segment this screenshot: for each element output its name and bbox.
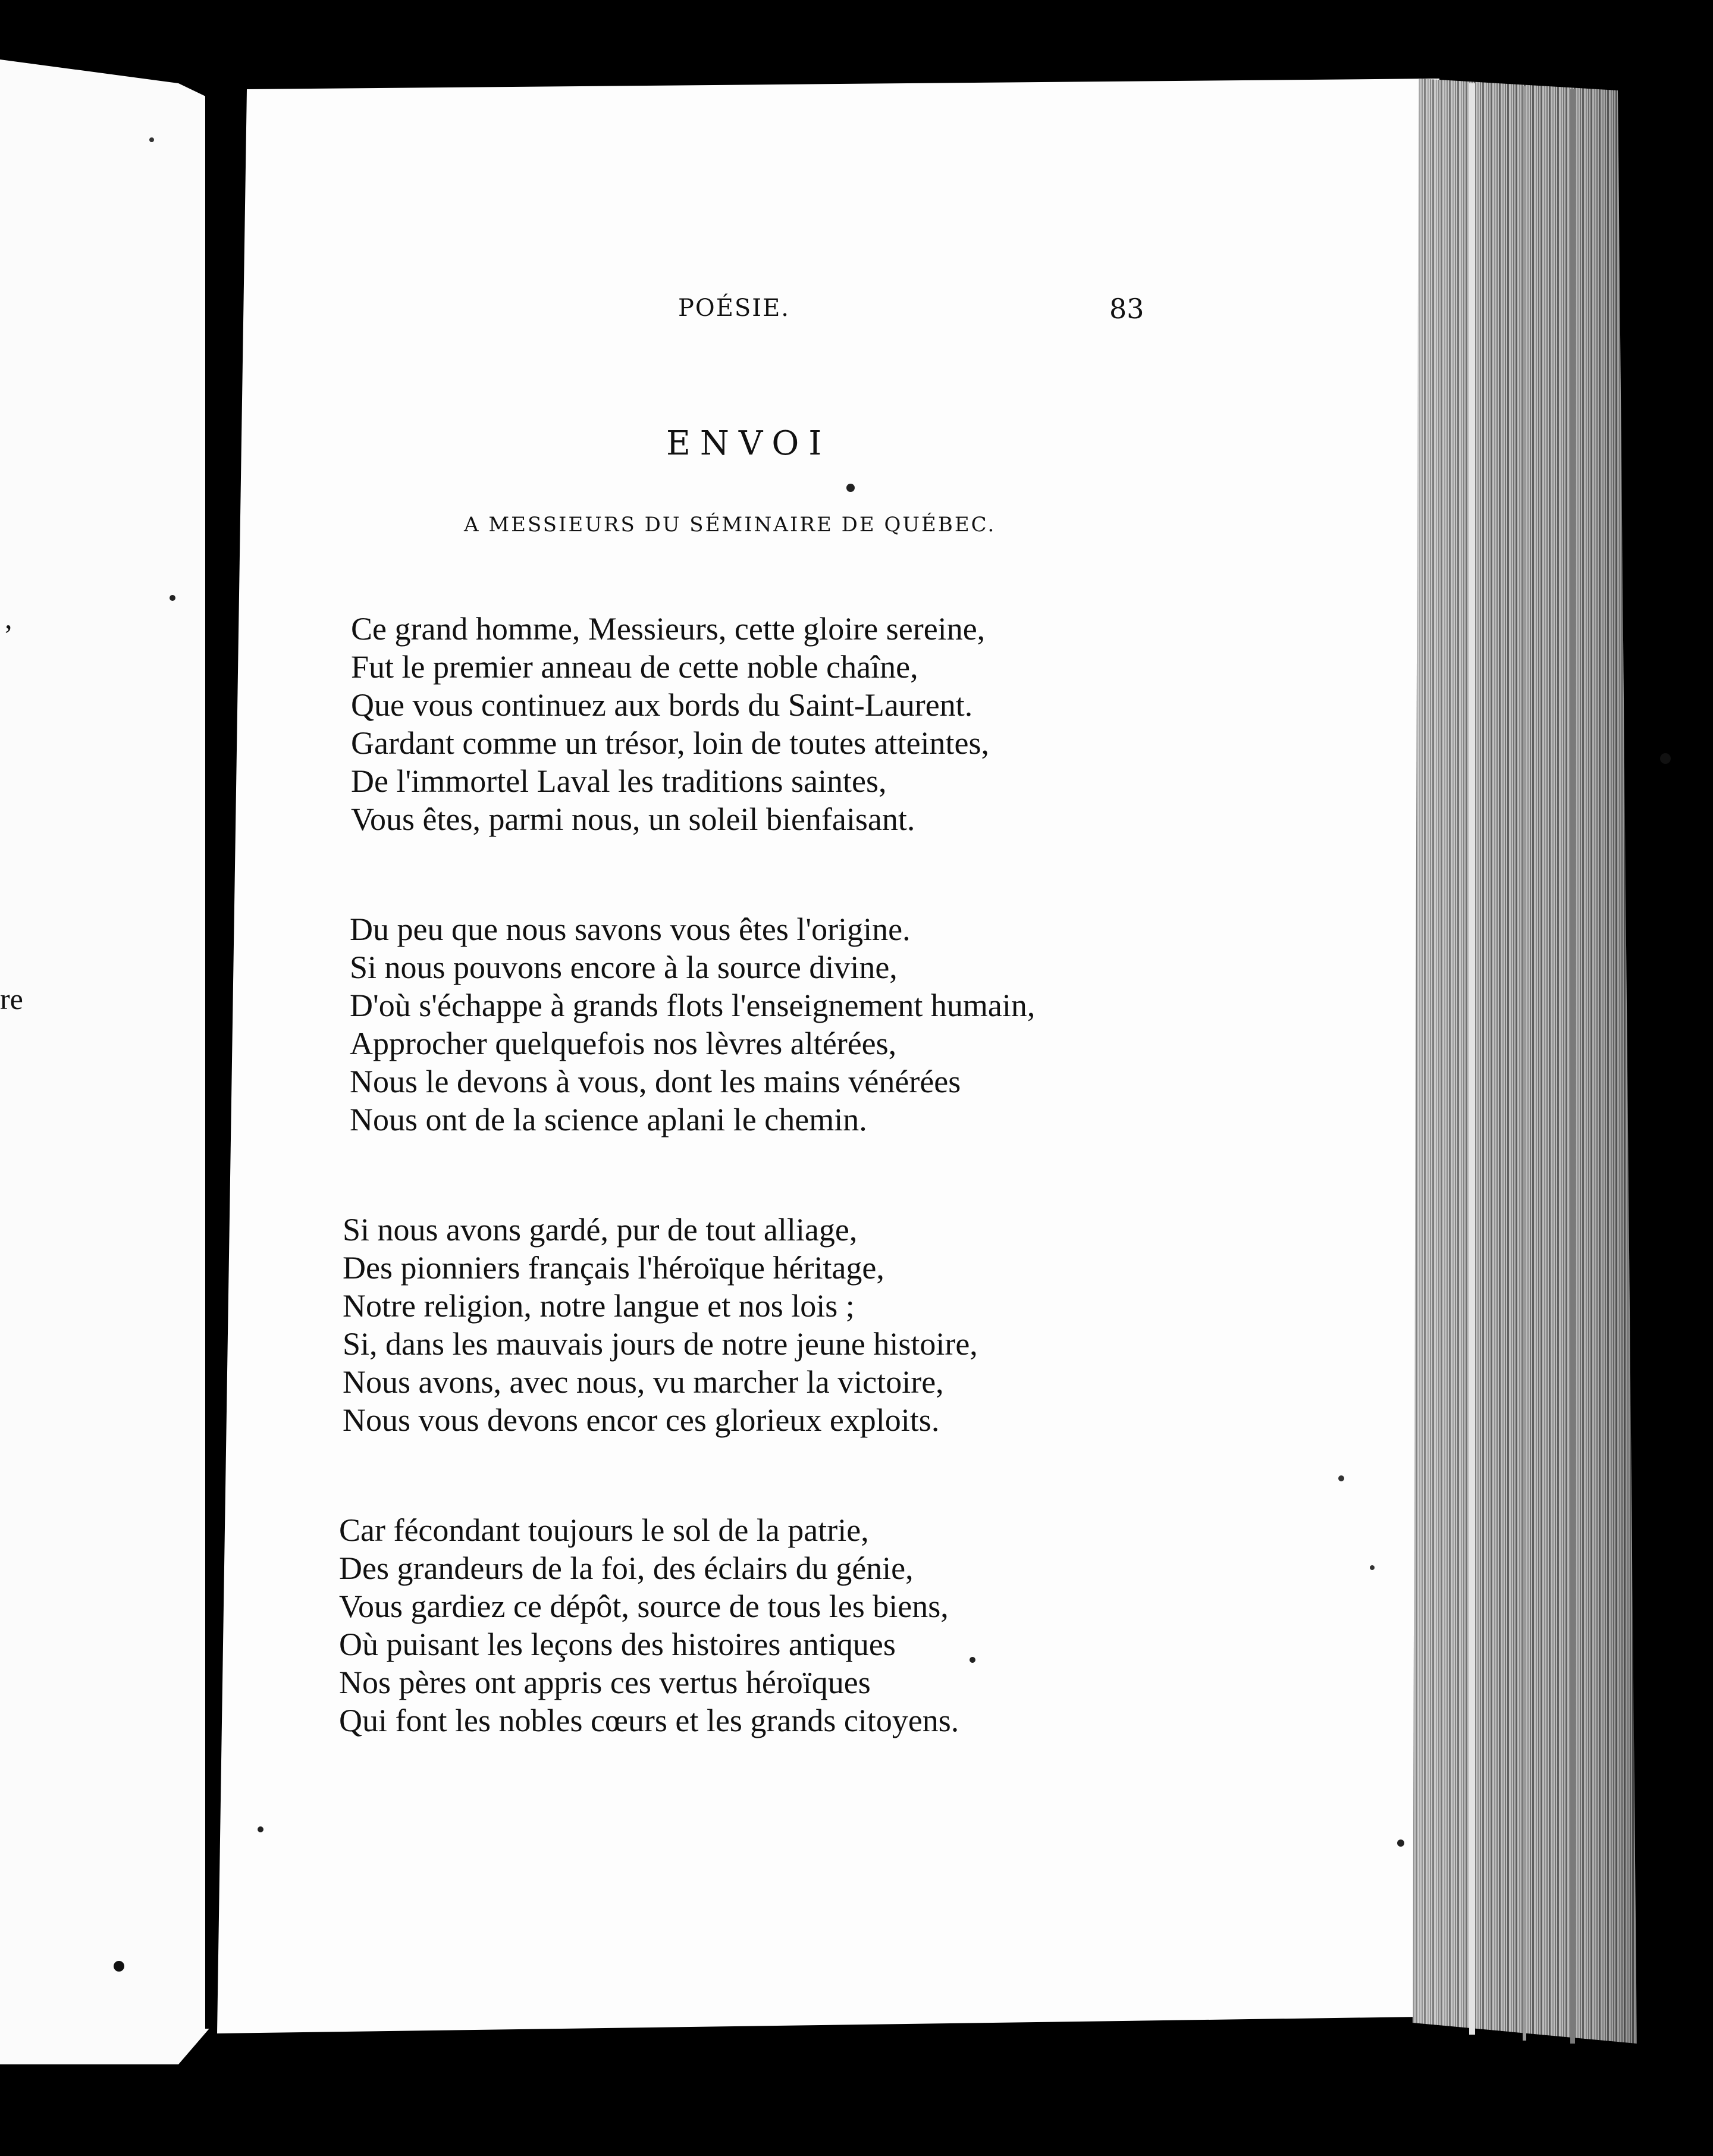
- verse-line: Car fécondant toujours le sol de la patrie,: [339, 1512, 869, 1548]
- verse-line: Nous le devons à vous, dont les mains vénérées: [350, 1064, 961, 1099]
- poem-title: ENVOI: [666, 424, 832, 463]
- stanza-3: [343, 1211, 978, 1439]
- verse-line: Gardant comme un trésor, loin de toutes atteintes,: [351, 725, 990, 761]
- verse-line: Notre religion, notre langue et nos lois ;: [343, 1288, 855, 1324]
- verse-line: Vous êtes, parmi nous, un soleil bienfaisant.: [351, 801, 915, 837]
- verse-line: Du peu que nous savons vous êtes l'origine.: [350, 911, 911, 947]
- verse-line: De l'immortel Laval les traditions saintes,: [351, 763, 887, 799]
- stanza-1: [351, 610, 989, 838]
- verse-line: Approcher quelquefois nos lèvres altérées,: [350, 1026, 897, 1061]
- verse-line: Nous ont de la science aplani le chemin.: [350, 1102, 867, 1137]
- verse-line: Si nous pouvons encore à la source divine,: [350, 949, 898, 985]
- verse-line: Si nous avons gardé, pur de tout alliage,: [343, 1212, 858, 1248]
- page-number: 83: [1109, 293, 1144, 325]
- left-page-fragment: ,: [5, 601, 12, 635]
- verse-line: Qui font les nobles cœurs et les grands citoyens.: [339, 1703, 959, 1738]
- verse-line: Nos pères ont appris ces vertus héroïques: [339, 1665, 871, 1700]
- left-page-fragment: re: [0, 982, 23, 1016]
- stanza-2: [350, 910, 1035, 1139]
- verse-line: Fut le premier anneau de cette noble chaîne,: [351, 649, 918, 685]
- verse-line: Nous avons, avec nous, vu marcher la victoire,: [343, 1364, 944, 1400]
- verse-line: Des grandeurs de la foi, des éclairs du génie,: [339, 1550, 914, 1586]
- stanza-4: [339, 1511, 959, 1740]
- verse-line: Ce grand homme, Messieurs, cette gloire sereine,: [351, 611, 986, 647]
- verse-line: Nous vous devons encor ces glorieux exploits.: [343, 1402, 940, 1438]
- verse-line: Si, dans les mauvais jours de notre jeune histoire,: [343, 1326, 978, 1362]
- verse-line: D'où s'échappe à grands flots l'enseignement humain,: [350, 988, 1036, 1023]
- verse-line: Des pionniers français l'héroïque héritage,: [343, 1250, 884, 1286]
- running-head: POÉSIE.: [678, 294, 790, 322]
- verse-line: Où puisant les leçons des histoires antiques: [339, 1627, 896, 1662]
- verse-line: Que vous continuez aux bords du Saint-Laurent.: [351, 687, 973, 723]
- dedication: A MESSIEURS DU SÉMINAIRE DE QUÉBEC.: [464, 513, 996, 537]
- verse-line: Vous gardiez ce dépôt, source de tous les biens,: [339, 1588, 949, 1624]
